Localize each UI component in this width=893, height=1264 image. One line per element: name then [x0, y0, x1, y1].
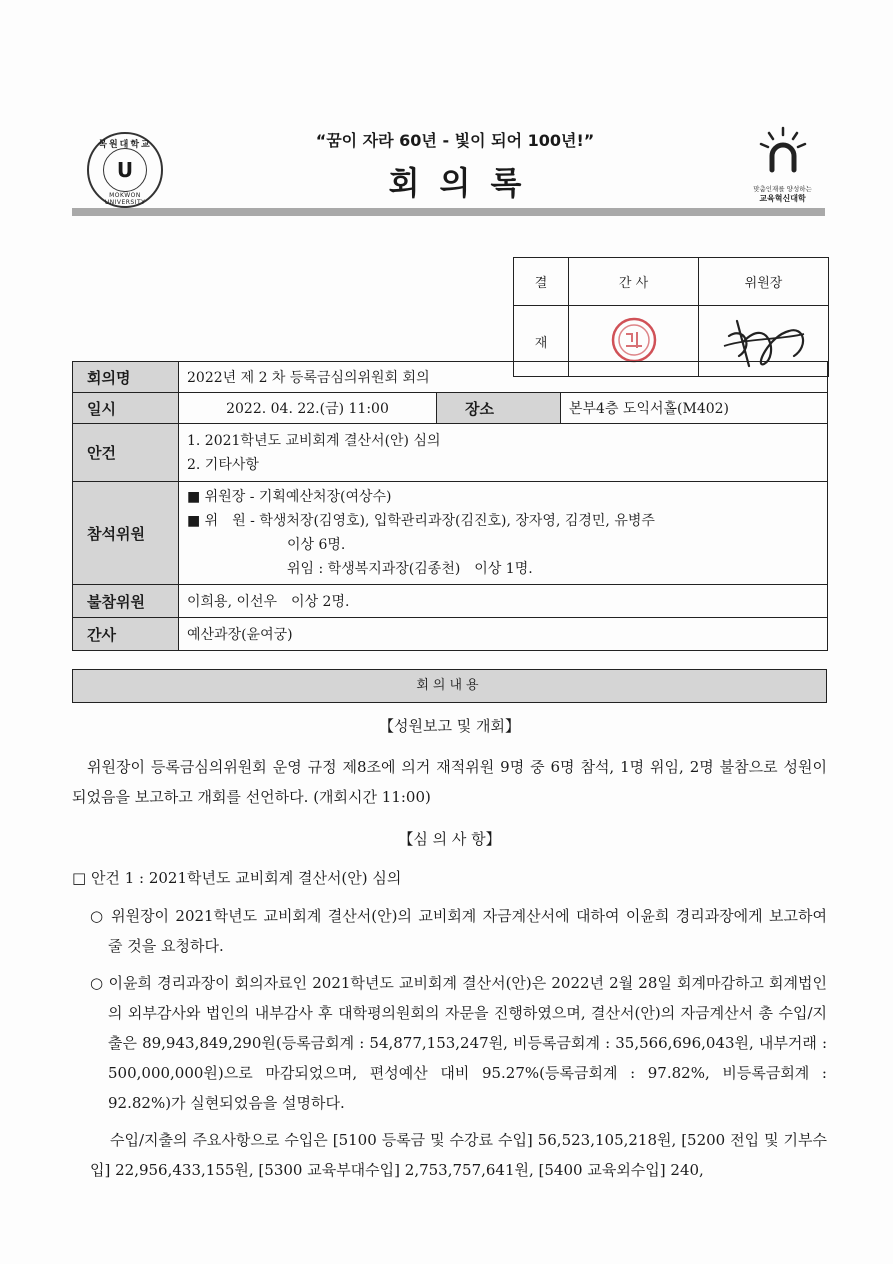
agenda-value [179, 424, 828, 482]
meeting-name-value: 2022년 제 2 차 등록금심의위원회 회의 [179, 362, 828, 393]
attendee-proxy: 위임 : 학생복지과장(김종천) 이상 1명. [287, 561, 533, 577]
red-seal-stamp-icon [604, 312, 664, 367]
approval-header-secretary: 간 사 [569, 258, 699, 306]
bullet-paragraph-2: ○ 이윤희 경리과장이 회의자료인 2021학년도 교비회계 결산서(안)은 2022년 2월 28일 회계마감하고 회계법인의 외부감사와 법인의 내부감사 후 대학평의원회의 자문을 진행하였으며, 결산서(안)의 자금계산서 총 수입/지출은 89,943,849,290원(등록금회계 : 54,877,153,247원, 비등록금회계 : 35,566,696,043원, 내부거래 : 500,000,000원)으로 마감되었으며, 편성예산 대비 95.27%(등록금회계 : 97.82%, 비등록금회계 : 92.82%)가 실현되었음을 설명하다. [90, 974, 827, 1112]
header-divider [72, 208, 825, 216]
agenda-item-1-title: □ 안건 1 : 2021학년도 교비회계 결산서(안) 심의 [72, 869, 402, 887]
bullet-paragraph-1: ○ 위원장이 2021학년도 교비회계 결산서(안)의 교비회계 자금계산서에 대하여 이윤희 경리과장에게 보고하여 줄 것을 요청하다. [90, 907, 827, 955]
attendees-value [179, 482, 828, 585]
content-section-bar: 회의내용 [72, 669, 827, 703]
income-paragraph: 수입/지출의 주요사항으로 수입은 [5100 등록금 및 수강료 수입] 56,523,105,218원, [5200 전입 및 기부수입] 22,956,433,155원, [5300 교육부대수입] 2,753,757,641원, [5400 교육외수입] 240, [90, 1131, 827, 1179]
university-seal-logo [87, 132, 163, 208]
approval-label-top: 결 [514, 258, 569, 306]
seal-ring-bottom-text: MOKWON UNIVERSITY [104, 192, 146, 206]
section-title-deliberation: 【심 의 사 항】 [398, 830, 501, 848]
opening-paragraph: 위원장이 등록금심의위원회 운영 규정 제8조에 의거 재적위원 9명 중 6명 참석, 1명 위임, 2명 불참으로 성원이 되었음을 보고하고 개회를 선언하다. (개회시간 11:00) [72, 758, 827, 806]
datetime-label: 일시 [73, 393, 179, 424]
place-label: 장소 [437, 393, 561, 424]
attendee-chair: ■ 위원장 - 기획예산처장(여상수) [187, 489, 392, 505]
lightbulb-icon [753, 126, 813, 178]
logo-name: 교육혁신대학 [759, 194, 806, 203]
attendee-count: 이상 6명. [287, 537, 346, 553]
approval-box [513, 257, 829, 377]
secretary-label: 간사 [73, 618, 179, 651]
seal-emblem: U [103, 148, 147, 192]
agenda-item: 1. 2021학년도 교비회계 결산서(안) 심의 [187, 432, 441, 449]
agenda-item: 2. 기타사항 [187, 456, 259, 473]
secretary-value: 예산과장(윤여궁) [179, 618, 828, 651]
approval-label-bottom: 재 [514, 306, 569, 377]
place-value: 본부4층 도익서홀(M402) [561, 393, 828, 424]
attendees-label: 참석위원 [73, 482, 179, 585]
innovation-university-logo [745, 126, 820, 216]
section-title-opening: 【성원보고 및 개회】 [379, 717, 520, 735]
approval-header-chair: 위원장 [699, 258, 829, 306]
agenda-label: 안건 [73, 424, 179, 482]
logo-caption: 맞춤인재를 양성하는 [753, 185, 812, 193]
attendee-members: ■ 위 원 - 학생처장(김영호), 입학관리과장(김진호), 장자영, 김경민, 유병주 [187, 513, 655, 529]
meeting-name-label: 회의명 [73, 362, 179, 393]
datetime-value: 2022. 04. 22.(금) 11:00 [179, 393, 437, 424]
seal-ring-top-text: 목원대학교 [98, 140, 152, 150]
absent-label: 불참위원 [73, 585, 179, 618]
absent-value: 이희용, 이선우 이상 2명. [179, 585, 828, 618]
document-title: 회의록 [388, 164, 542, 202]
meeting-info-table [72, 361, 828, 651]
slogan: “꿈이 자라 60년 - 빛이 되어 100년!” [315, 131, 595, 150]
